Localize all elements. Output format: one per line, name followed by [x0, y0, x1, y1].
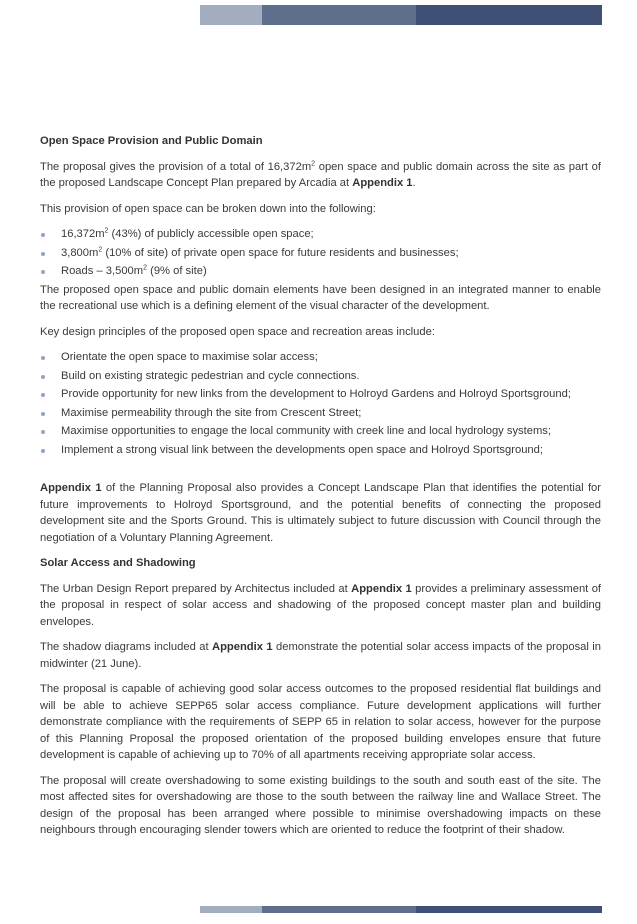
- appendix-reference: Appendix 1: [40, 482, 102, 494]
- paragraph-concept-landscape-plan: Appendix 1 of the Planning Proposal also provides a Concept Landscape Plan that identifies the potential for future improvements to Holroyd Sportsground, and the potential benefits of connecting the proposed development site and the Sports Ground. This is ultimately subject to future discussion with Council through the negotiation of a Voluntary Planning Agreement.: [40, 482, 601, 544]
- header-bar-segment-light: [200, 5, 262, 25]
- list-item: Roads – $3,500m^2$ (9% of site): [40, 263, 601, 280]
- paragraph-urban-design-report: The Urban Design Report prepared by Architectus included at Appendix 1 provides a preliminary assessment of the proposal in respect of solar access and shadowing of the proposed concept master plan and building envelopes.: [40, 582, 602, 628]
- appendix-reference: Appendix 1: [211, 641, 273, 653]
- paragraph-shadow-diagrams: The shadow diagrams included at Appendix 1 demonstrate the potential solar access impacts of the proposal in midwinter (21 June).: [40, 641, 601, 670]
- design-principles-list: [40, 349, 601, 458]
- section-heading-open-space: Open Space Provision and Public Domain: [40, 135, 263, 147]
- document-body: [40, 133, 601, 848]
- header-bar-segment-dark: [416, 5, 602, 25]
- list-item: $3,800m^2$ (10% of site) of private open space for future residents and businesses;: [40, 245, 601, 262]
- bullet-icon: [41, 393, 45, 397]
- footer-bar-segment-mid: [262, 906, 416, 913]
- paragraph-solar-compliance: The proposal is capable of achieving good solar access outcomes to the proposed residential flat buildings and will be able to achieve SEPP65 solar access compliance. Future development applications will further demonstrate compliance with the requirements of SEPP 65 in relation to solar access, however for the purpose of this Planning Proposal the proposed orientation of the proposed building envelopes ensure that future development is capable of achieving up to 70% of all apartments receiving appropriate solar access.: [40, 683, 601, 761]
- footer-bar-segment-dark: [416, 906, 602, 913]
- bullet-icon: [41, 430, 45, 434]
- header-decorative-bar: [200, 5, 602, 25]
- bullet-icon: [41, 233, 45, 237]
- bullet-icon: [41, 356, 45, 360]
- footer-bar-segment-light: [200, 906, 262, 913]
- bullet-icon: [41, 270, 45, 274]
- open-space-breakdown-list: [40, 226, 601, 280]
- paragraph-open-space-total: The proposal gives the provision of a total of $16,372m^2$ open space and public domain across the site as part of the proposed Landscape Concept Plan prepared by Arcadia at Appendix 1.: [40, 159, 601, 189]
- appendix-reference: Appendix 1: [351, 582, 412, 595]
- list-item: Implement a strong visual link between the developments open space and Holroyd Sportsground;: [40, 442, 601, 459]
- bullet-icon: [41, 449, 45, 453]
- appendix-reference: Appendix 1: [352, 177, 413, 189]
- footer-decorative-bar: [200, 906, 602, 913]
- list-item: Maximise opportunities to engage the local community with creek line and local hydrology systems;: [40, 423, 601, 440]
- list-item: Orientate the open space to maximise solar access;: [40, 349, 601, 366]
- list-item: Provide opportunity for new links from the development to Holroyd Gardens and Holroyd Sportsground;: [40, 386, 601, 403]
- paragraph-overshadowing: The proposal will create overshadowing to some existing buildings to the south and south east of the site. The most affected sites for overshadowing are those to the south between the railway line and Wallace Street. The design of the proposal has been arranged where possible to minimise overshadowing impacts on these neighbours through encouraging slender towers which are oriented to reduce the footprint of their shadow.: [40, 774, 601, 836]
- bullet-icon: [41, 412, 45, 416]
- paragraph-integrated-design: The proposed open space and public domain elements have been designed in an integrated manner to enable the recreational use which is a defining element of the visual character of the development.: [40, 283, 601, 312]
- list-item: Build on existing strategic pedestrian and cycle connections.: [40, 368, 601, 385]
- list-item: Maximise permeability through the site from Crescent Street;: [40, 405, 601, 422]
- bullet-icon: [41, 375, 45, 379]
- header-bar-segment-mid: [262, 5, 416, 25]
- paragraph-design-principles-intro: Key design principles of the proposed open space and recreation areas include:: [40, 325, 435, 338]
- list-item: $16,372m^2$ (43%) of publicly accessible open space;: [40, 226, 601, 243]
- paragraph-breakdown-intro: This provision of open space can be broken down into the following:: [40, 202, 376, 215]
- bullet-icon: [41, 252, 45, 256]
- section-heading-solar-access: Solar Access and Shadowing: [40, 557, 196, 569]
